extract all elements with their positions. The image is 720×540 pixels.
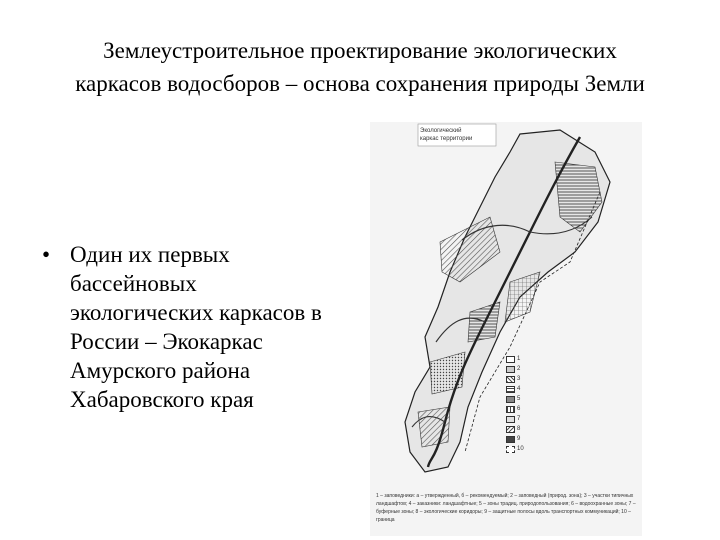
legend-swatch — [506, 446, 515, 453]
slide-title-line-2: каркасов водосборов – основа сохранения природы Земли — [75, 71, 645, 96]
map-heading: Экологический каркас территории — [420, 128, 473, 142]
slide-title — [0, 34, 720, 100]
legend-number: 4 — [517, 386, 521, 392]
legend-swatch — [506, 366, 515, 373]
legend-number: 2 — [517, 366, 521, 372]
bullet-text: Один их первых бассейновых экологических каркасов в России – Экокаркас Амурского района Хабаровского края — [70, 242, 322, 412]
legend-row — [506, 355, 526, 365]
slide-title-line-1: Землеустроительное проектирование экологических — [103, 38, 617, 63]
legend-swatch — [506, 416, 515, 423]
legend-number: 9 — [517, 436, 521, 442]
legend-swatch — [506, 386, 515, 393]
ecological-framework-map — [370, 122, 642, 536]
legend-number: 8 — [517, 426, 521, 432]
legend-row — [506, 375, 526, 385]
legend-number: 10 — [517, 446, 524, 452]
map-legend — [506, 355, 526, 455]
legend-swatch — [506, 406, 515, 413]
legend-swatch — [506, 426, 515, 433]
map-drawing — [370, 122, 642, 536]
legend-row — [506, 415, 526, 425]
legend-row — [506, 395, 526, 405]
legend-swatch — [506, 396, 515, 403]
legend-number: 6 — [517, 406, 521, 412]
hatched-zone-south — [418, 407, 450, 447]
legend-swatch — [506, 356, 515, 363]
map-legend-note: 1 – заповедники: а – утвержденный, б – рекомендуемый; 2 – заповедный (природ. зона); 3 – участки типичных ландшафтов; 4 – заказники: ландшафтные; 5 – зоны традиц. природопользования; 6 – водоохранные зоны; 7 – буферные зоны; 8 – экологические коридоры; 9 – защитные полосы вдоль транспортных коммуникаций; 10 – граница — [376, 493, 636, 523]
legend-row — [506, 365, 526, 375]
legend-row — [506, 405, 526, 415]
legend-swatch — [506, 376, 515, 383]
legend-row — [506, 435, 526, 445]
bullet-marker: • — [42, 242, 51, 267]
legend-swatch — [506, 436, 515, 443]
legend-number: 5 — [517, 396, 521, 402]
legend-number: 3 — [517, 376, 521, 382]
legend-number: 1 — [517, 356, 521, 362]
bullet-list — [42, 240, 342, 414]
bullet-item — [42, 240, 342, 414]
legend-row — [506, 425, 526, 435]
legend-row — [506, 385, 526, 395]
legend-row — [506, 445, 526, 455]
legend-number: 7 — [517, 416, 521, 422]
